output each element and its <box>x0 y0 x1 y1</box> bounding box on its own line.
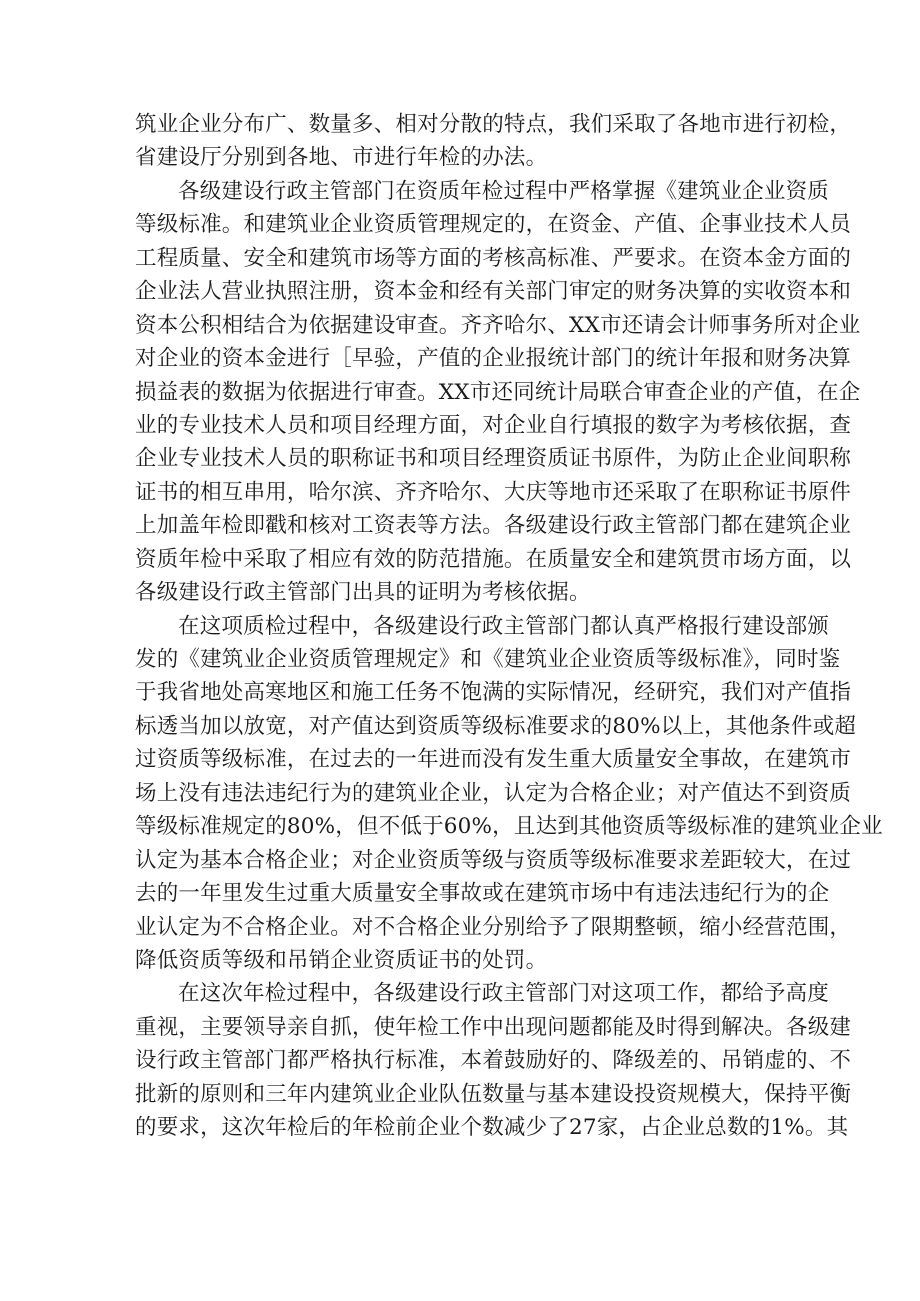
text-line: 业认定为不合格企业。对不合格企业分别给予了限期整顿，缩小经营范围， <box>135 914 852 940</box>
text-line: 批新的原则和三年内建筑业企业队伍数量与基本建设投资规模大，保持平衡 <box>135 1081 852 1107</box>
text-line: 筑业企业分布广、数量多、相对分散的特点，我们采取了各地市进行初检， <box>135 112 852 137</box>
text-line: 在这项质检过程中，各级建设行政主管部门都认真严格报行建设部颁 <box>178 613 830 639</box>
text-line: 认定为基本合格企业；对企业资质等级与资质等级标准要求差距较大，在过 <box>135 847 852 873</box>
text-line: 等级标准。和建筑业企业资质管理规定的，在资金、产值、企事业技术人员 <box>135 212 852 238</box>
paragraph <box>135 108 852 175</box>
text-line: 在这次年检过程中，各级建设行政主管部门对这项工作，都给予高度 <box>178 981 830 1007</box>
text-line: 工程质量、安全和建筑市场等方面的考核高标准、严要求。在资本金方面的 <box>135 245 852 271</box>
text-line: 设行政主管部门都严格执行标准，本着鼓励好的、降级差的、吊销虚的、不 <box>135 1048 852 1074</box>
text-line: 的要求，这次年检后的年检前企业个数减少了27家，占企业总数的1%。其 <box>135 1115 849 1141</box>
text-line: 资质年检中采取了相应有效的防范措施。在质量安全和建筑贯市场方面，以 <box>135 546 852 572</box>
paragraph <box>135 610 883 978</box>
text-line: 降低资质等级和吊销企业资质证书的处罚。 <box>135 947 548 973</box>
text-line: 上加盖年检即戳和核对工资表等方法。各级建设行政主管部门都在建筑企业 <box>135 513 852 539</box>
text-line: 对企业的资本金进行［早验，产值的企业报统计部门的统计年报和财务决算 <box>135 346 852 372</box>
text-line: 各级建设行政主管部门在资质年检过程中严格掌握《建筑业企业资质 <box>178 178 830 204</box>
paragraph <box>135 175 861 610</box>
text-line: 标透当加以放宽，对产值达到资质等级标准要求的80%以上，其他条件或超 <box>135 713 857 739</box>
text-line: 企业法人营业执照注册，资本金和经有关部门审定的财务决算的实收资本和 <box>135 279 852 305</box>
paragraph <box>135 977 852 1144</box>
text-line: 证书的相互串用，哈尔滨、齐齐哈尔、大庆等地市还采取了在职称证书原件 <box>135 479 852 505</box>
text-line: 去的一年里发生过重大质量安全事故或在建筑市场中有违法违纪行为的企 <box>135 881 830 907</box>
text-line: 场上没有违法违纪行为的建筑业企业，认定为合格企业；对产值达不到资质 <box>135 780 852 806</box>
text-line: 各级建设行政主管部门出具的证明为考核依据。 <box>135 580 591 606</box>
text-line: 企业专业技术人员的职称证书和项目经理资质证书原件，为防止企业间职称 <box>135 446 852 472</box>
text-line: 省建设厅分别到各地、市进行年检的办法。 <box>135 145 548 171</box>
text-line: 发的《建筑业企业资质管理规定》和《建筑业企业资质等级标准》，同时鉴 <box>135 647 841 672</box>
text-line: 等级标准规定的80%，但不低于60%，且达到其他资质等级标准的建筑业企业 <box>135 814 883 840</box>
text-line: 业的专业技术人员和项目经理方面，对企业自行填报的数字为考核依据，查 <box>135 412 852 438</box>
text-line: 过资质等级标准，在过去的一年进而没有发生重大质量安全事故，在建筑市 <box>135 747 852 773</box>
text-line: 资本公积相结合为依据建设审查。齐齐哈尔、XX市还请会计师事务所对企业 <box>135 312 861 338</box>
text-line: 重视，主要领导亲自抓，使年检工作中出现问题都能及时得到解决。各级建 <box>135 1014 852 1040</box>
document-body <box>135 108 883 1145</box>
text-line: 于我省地处高寒地区和施工任务不饱满的实际情况，经研究，我们对产值指 <box>135 680 852 706</box>
text-line: 损益表的数据为依据进行审查。XX市还同统计局联合审查企业的产值，在企 <box>135 379 861 405</box>
